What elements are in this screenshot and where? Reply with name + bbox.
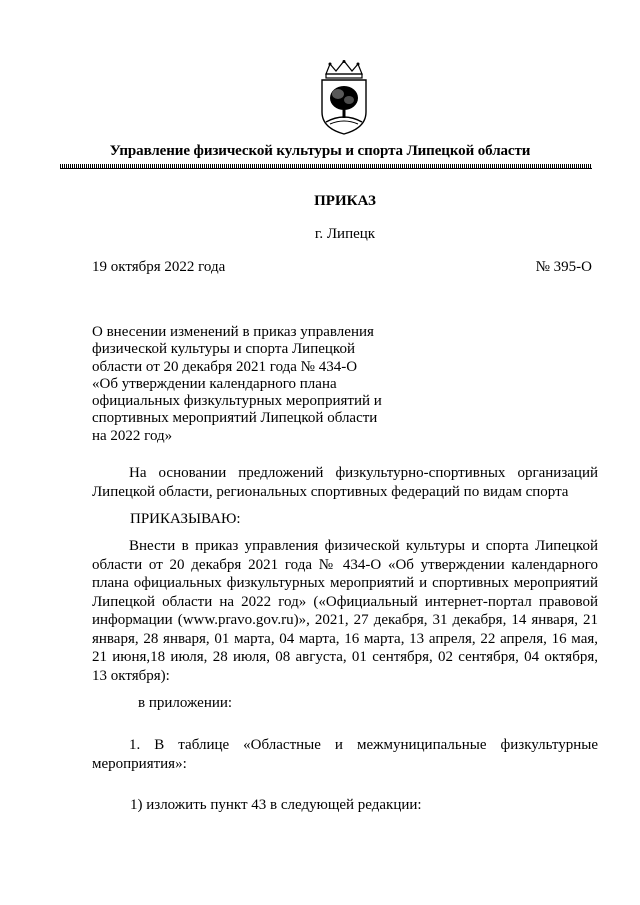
item-1-paragraph: 1. В таблице «Областные и межмуниципальные физкультурные мероприятия»: [92, 737, 598, 772]
document-number: № 395-О [535, 259, 592, 275]
document-type-title: ПРИКАЗ [314, 193, 376, 209]
appendix-line: в приложении: [138, 695, 233, 711]
header-divider-line [60, 168, 592, 169]
document-date: 19 октября 2022 года [92, 259, 226, 275]
basis-paragraph: На основании предложений физкультурно-спортивных организаций Липецкой области, региональных спортивных федераций по видам спорта [92, 465, 598, 500]
subject-line: на 2022 год» [92, 427, 173, 444]
lipetsk-coat-of-arms-icon [318, 60, 370, 136]
subitem-1-paragraph: 1) изложить пункт 43 в следующей редакции: [130, 797, 422, 813]
document-city: г. Липецк [314, 226, 376, 242]
subject-line: «Об утверждении календарного плана [92, 375, 337, 392]
document-subject [92, 324, 392, 445]
subject-line: физической культуры и спорта Липецкой [92, 341, 355, 358]
subject-line: области от 20 декабря 2021 года № 434-О [92, 358, 358, 375]
subject-line: спортивных мероприятий Липецкой области [92, 410, 378, 427]
main-paragraph: Внести в приказ управления физической культуры и спорта Липецкой области от 20 декабря 2021 года № 434-О «Об утверждении календарного плана официальных физкультурных мероприятий и спортивных мероприятий Липецкой области на 2022 год» («Официальный интернет-портал правовой информации (www.pravo.gov.ru)», 2021, 27 декабря, 31 декабря, 14 января, 21 января, 28 января, 01 марта, 04 марта, 16 марта, 13 апреля, 22 апреля, 16 мая, 21 июня,18 июля, 28 июля, 08 августа, 01 сентября, 02 сентября, 04 октября, 13 октября): [92, 538, 598, 684]
organization-title: Управление физической культуры и спорта Липецкой области [109, 143, 531, 159]
order-word: ПРИКАЗЫВАЮ: [130, 511, 241, 527]
subject-line: официальных физкультурных мероприятий и [92, 393, 382, 410]
subject-line: О внесении изменений в приказ управления [92, 324, 374, 340]
